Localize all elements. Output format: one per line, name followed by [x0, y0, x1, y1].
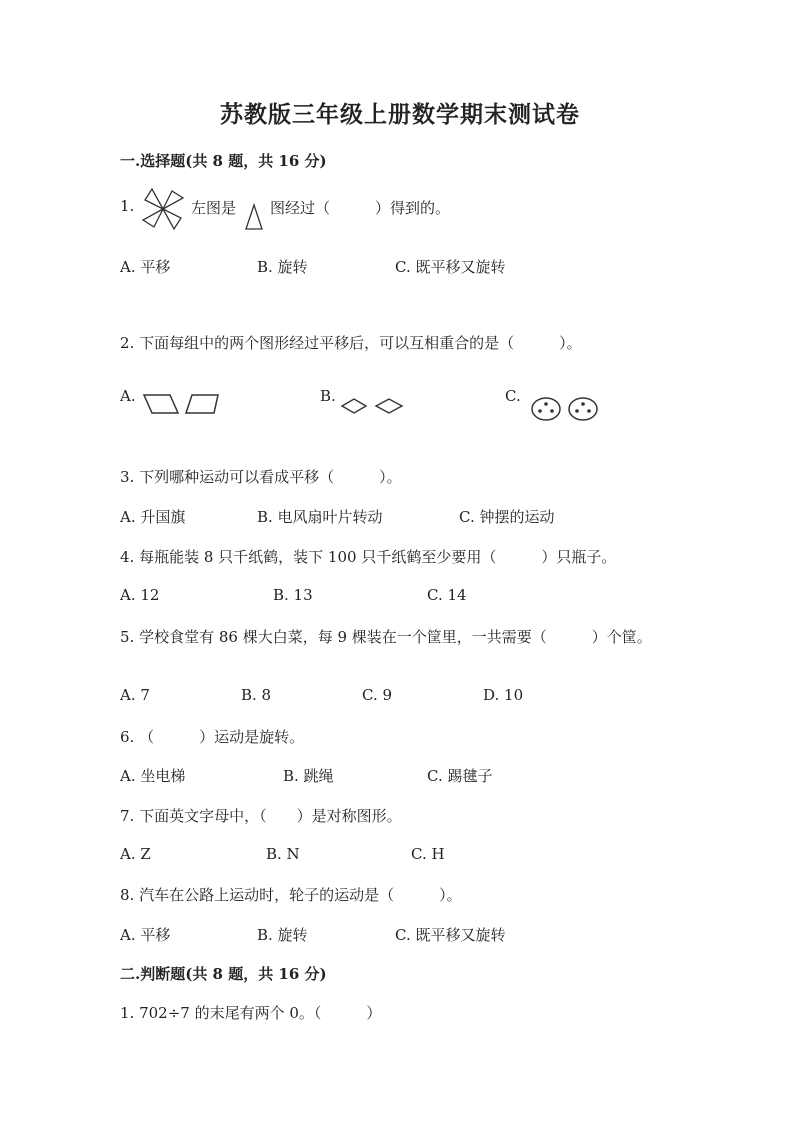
- question-4-text: 4. 每瓶能装 8 只千纸鹤，装下 100 只千纸鹤至少要用（ ）只瓶子。: [120, 548, 617, 566]
- section-heading-choice: 一.选择题(共 8 题，共 16 分): [120, 152, 327, 170]
- question-8-option-c[interactable]: C. 既平移又旋转: [395, 926, 506, 944]
- parallelogram-pair-figure-icon: [140, 392, 224, 416]
- triangle-figure-icon: [244, 203, 264, 231]
- question-8-option-b[interactable]: B. 旋转: [257, 926, 308, 944]
- circle-pair-figure-icon: [528, 394, 604, 424]
- question-6-text: 6. （ ）运动是旋转。: [120, 728, 305, 746]
- question-1-option-b[interactable]: B. 旋转: [257, 258, 308, 276]
- question-3-option-c[interactable]: C. 钟摆的运动: [459, 508, 555, 526]
- question-3-option-a[interactable]: A. 升国旗: [120, 508, 186, 526]
- question-6-option-a[interactable]: A. 坐电梯: [120, 767, 186, 785]
- question-2-option-b[interactable]: B.: [320, 387, 336, 405]
- question-7-option-c[interactable]: C. H: [411, 845, 445, 863]
- question-7-option-b[interactable]: B. N: [266, 845, 300, 863]
- question-8-text: 8. 汽车在公路上运动时，轮子的运动是（ ）。: [120, 886, 462, 904]
- question-4-option-a[interactable]: A. 12: [120, 586, 160, 604]
- question-6-option-b[interactable]: B. 跳绳: [283, 767, 334, 785]
- question-1-option-c[interactable]: C. 既平移又旋转: [395, 258, 506, 276]
- question-1-option-a[interactable]: A. 平移: [120, 258, 171, 276]
- question-4-option-b[interactable]: B. 13: [273, 586, 313, 604]
- question-2-option-a[interactable]: A.: [120, 387, 136, 405]
- question-4-option-c[interactable]: C. 14: [427, 586, 467, 604]
- question-3-option-b[interactable]: B. 电风扇叶片转动: [257, 508, 383, 526]
- question-5-option-b[interactable]: B. 8: [241, 686, 272, 704]
- question-5-option-a[interactable]: A. 7: [120, 686, 150, 704]
- question-2-text: 2. 下面每组中的两个图形经过平移后，可以互相重合的是（ ）。: [120, 334, 582, 352]
- question-3-text: 3. 下列哪种运动可以看成平移（ ）。: [120, 468, 402, 486]
- question-5-option-c[interactable]: C. 9: [362, 686, 393, 704]
- question-8-option-a[interactable]: A. 平移: [120, 926, 171, 944]
- pinwheel-figure-icon: [140, 186, 186, 232]
- diamond-pair-figure-icon: [340, 396, 406, 416]
- page-title: 苏教版三年级上册数学期末测试卷: [220, 101, 580, 128]
- question-6-option-c[interactable]: C. 踢毽子: [427, 767, 493, 785]
- question-7-text: 7. 下面英文字母中，（ ）是对称图形。: [120, 807, 402, 825]
- section-heading-judgment: 二.判断题(共 8 题，共 16 分): [120, 965, 327, 983]
- question-5-text: 5. 学校食堂有 86 棵大白菜，每 9 棵装在一个筐里，一共需要（ ）个筐。: [120, 628, 652, 646]
- question-5-option-d[interactable]: D. 10: [483, 686, 524, 704]
- question-7-option-a[interactable]: A. Z: [120, 845, 151, 863]
- question-1-number: 1.: [120, 197, 135, 215]
- judgment-question-1-text: 1. 702÷7 的末尾有两个 0。（ ）: [120, 1004, 382, 1022]
- question-1-text-b: 图经过（ ）得到的。: [270, 199, 451, 217]
- question-2-option-c[interactable]: C.: [505, 387, 521, 405]
- question-1-text-a: 左图是: [191, 199, 237, 217]
